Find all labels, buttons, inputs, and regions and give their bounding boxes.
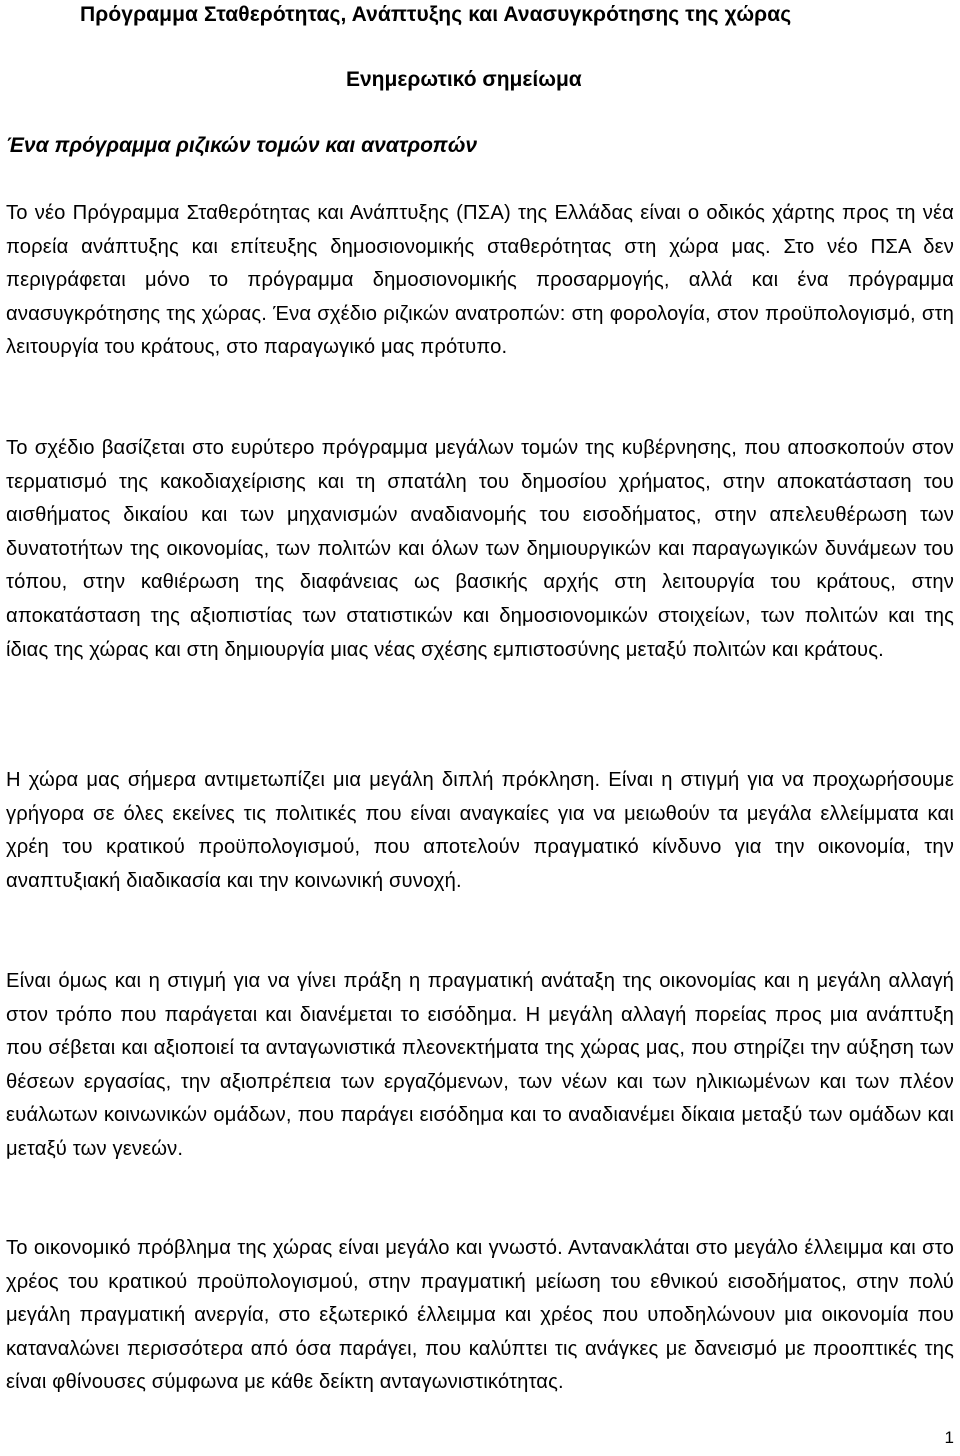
paragraph: Το νέο Πρόγραμμα Σταθερότητας και Ανάπτυξης (ΠΣΑ) της Ελλάδας είναι ο οδικός χάρτης προς τη νέα πορεία ανάπτυξης και επίτευξης δημοσιονομικής σταθερότητας στη χώρα μας. Στο νέο ΠΣΑ δεν περιγράφεται μόνο το πρόγραμμα δημοσιονομικής προσαρμογής, αλλά και ένα πρόγραμμα ανασυγκρότησης της χώρας. Ένα σχέδιο ριζικών ανατροπών: στη φορολογία, στον προϋπολογισμό, στη λειτουργία του κράτους, στο παραγωγικό μας πρότυπο.	[6, 202, 954, 359]
paragraph: Το σχέδιο βασίζεται στο ευρύτερο πρόγραμμα μεγάλων τομών της κυβέρνησης, που αποσκοπούν στον τερματισμό της κακοδιαχείρισης και τη σπατάλη του δημοσίου χρήματος, στην αποκατάσταση του αισθήματος δικαίου και των μηχανισμών αναδιανομής του εισοδήματος, στην απελευθέρωση των δυνατοτήτων της οικονομίας, των πολιτών και όλων των δημιουργικών και παραγωγικών δυνάμεων του τόπου, στην καθιέρωση της διαφάνειας ως βασικής αρχής στη λειτουργία του κράτους, στην αποκατάσταση της αξιοπιστίας των στατιστικών και δημοσιονομικών στοιχείων, των πολιτών και της ίδιας της χώρας και στη δημιουργία μιας νέας σχέσης εμπιστοσύνης μεταξύ πολιτών και κράτους.	[6, 437, 954, 661]
document-subtitle: Ενημερωτικό σημείωμα	[346, 68, 582, 91]
document-title: Πρόγραμμα Σταθερότητας, Ανάπτυξης και Ανασυγκρότησης της χώρας	[80, 3, 792, 26]
section-heading: Ένα πρόγραμμα ριζικών τομών και ανατροπών	[6, 134, 478, 157]
page-number: 1	[944, 1428, 954, 1447]
paragraph: Είναι όμως και η στιγμή για να γίνει πράξη η πραγματική ανάταξη της οικονομίας και η μεγάλη αλλαγή στον τρόπο που παράγεται και διανέμεται το εισόδημα. Η μεγάλη αλλαγή πορείας προς μια ανάπτυξη που σέβεται και αξιοποιεί τα ανταγωνιστικά πλεονεκτήματα της χώρας μας, που στηρίζει την αύξηση των θέσεων εργασίας, την αξιοπρέπεια των εργαζόμενων, των νέων και των ηλικιωμένων και των πλέον ευάλωτων κοινωνικών ομάδων, που παράγει εισόδημα και το αναδιανέμει δίκαια μεταξύ των ομάδων και μεταξύ των γενεών.	[6, 970, 954, 1160]
paragraph: Το οικονομικό πρόβλημα της χώρας είναι μεγάλο και γνωστό. Αντανακλάται στο μεγάλο έλλειμμα και στο χρέος του κρατικού προϋπολογισμού, στην πραγματική μείωση του εθνικού εισοδήματος, στην πολύ μεγάλη πραγματική ανεργία, στο εξωτερικό έλλειμμα και χρέος που υποδηλώνουν μια οικονομία που καταναλώνει περισσότερα από όσα παράγει, που καλύπτει τις ανάγκες με δανεισμό με προοπτικές της είναι φθίνουσες σύμφωνα με κάθε δείκτη ανταγωνιστικότητας.	[6, 1237, 954, 1394]
paragraph: Η χώρα μας σήμερα αντιμετωπίζει μια μεγάλη διπλή πρόκληση. Είναι η στιγμή για να προχωρήσουμε γρήγορα σε όλες εκείνες τις πολιτικές που είναι αναγκαίες για να μειωθούν τα μεγάλα ελλείμματα και χρέη του κρατικού προϋπολογισμού, που αποτελούν πραγματικό κίνδυνο για την οικονομία, την αναπτυξιακή διαδικασία και την κοινωνική συνοχή.	[6, 769, 954, 892]
